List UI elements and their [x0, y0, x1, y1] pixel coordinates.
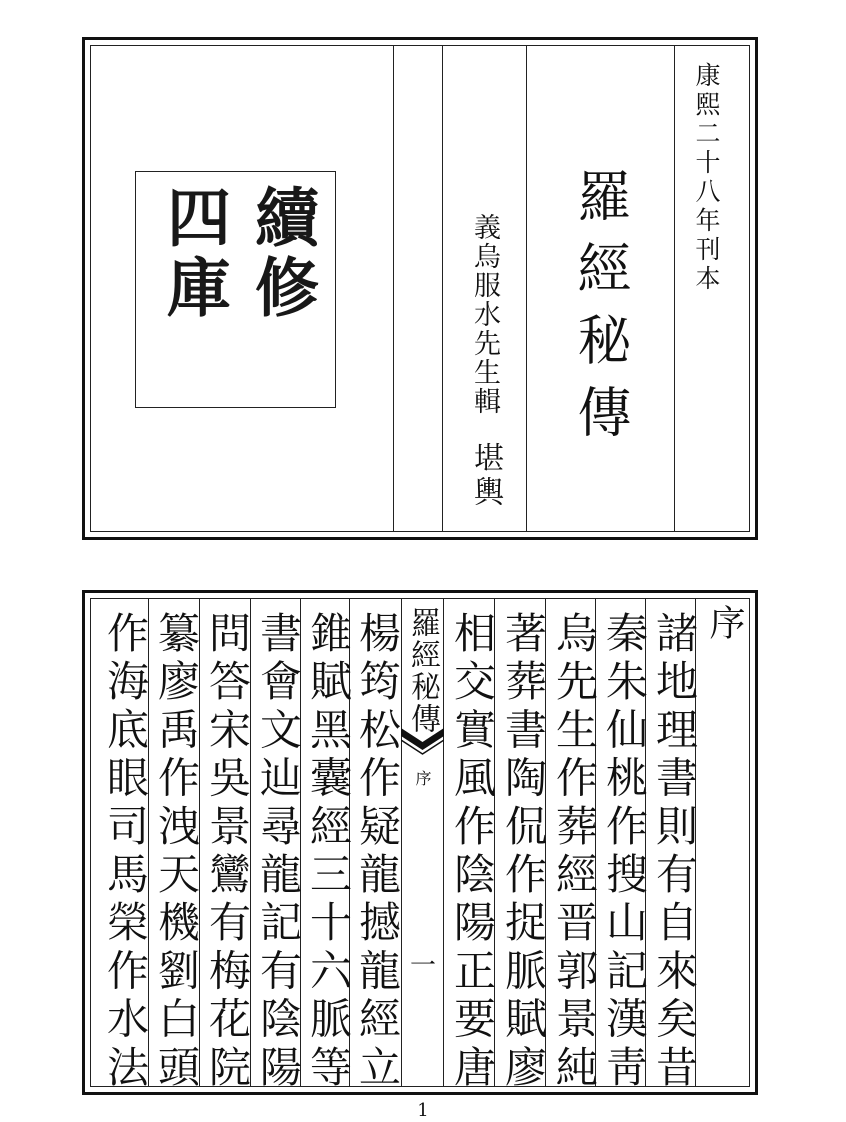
text-column-10: 纂廖禹作洩天機劉白頭	[152, 611, 201, 1093]
text-column-1: 諸地理書則有自來矣昔	[650, 611, 699, 1093]
text-column-2: 秦朱仙桃作搜山記漢靑	[600, 611, 649, 1093]
column-divider	[393, 45, 394, 532]
text-column-9: 問答宋吳景鸞有梅花院	[203, 611, 252, 1093]
preface-label: 序	[704, 604, 745, 647]
fishtail-mark-icon	[401, 728, 444, 758]
column-divider	[526, 45, 527, 532]
edition-date-line: 康熙二十八年刊本	[692, 62, 721, 294]
text-column-4: 著葬書陶侃作捉脈賦廖	[499, 611, 548, 1093]
center-strip-title: 羅經秘傳	[405, 607, 440, 735]
page-number: 1	[417, 1100, 429, 1121]
text-column-11: 作海底眼司馬榮作水法	[101, 611, 150, 1093]
category-label: 堪輿	[468, 442, 503, 510]
text-column-7: 錐賦黑囊經三十六脈等	[304, 611, 353, 1093]
center-strip-leaf-number: 一	[409, 951, 436, 981]
column-divider	[674, 45, 675, 532]
text-column-6: 楊筠松作疑龍撼龍經立	[353, 611, 402, 1093]
text-column-5: 相交實風作陰陽正要唐	[448, 611, 497, 1093]
book-title: 羅經秘傳	[569, 168, 632, 456]
text-column-3: 烏先生作葬經晋郭景純	[550, 611, 599, 1093]
compiler-line: 義烏服水先生輯	[469, 213, 500, 416]
column-divider	[442, 45, 443, 532]
seal-column-right: 續修	[244, 184, 319, 324]
column-rule	[443, 598, 444, 1087]
collection-seal	[135, 171, 336, 408]
seal-column-left: 四庫	[156, 184, 231, 324]
text-column-8: 書會文辿尋龍記有陰陽	[254, 611, 303, 1093]
center-strip-section: 序	[413, 770, 432, 786]
